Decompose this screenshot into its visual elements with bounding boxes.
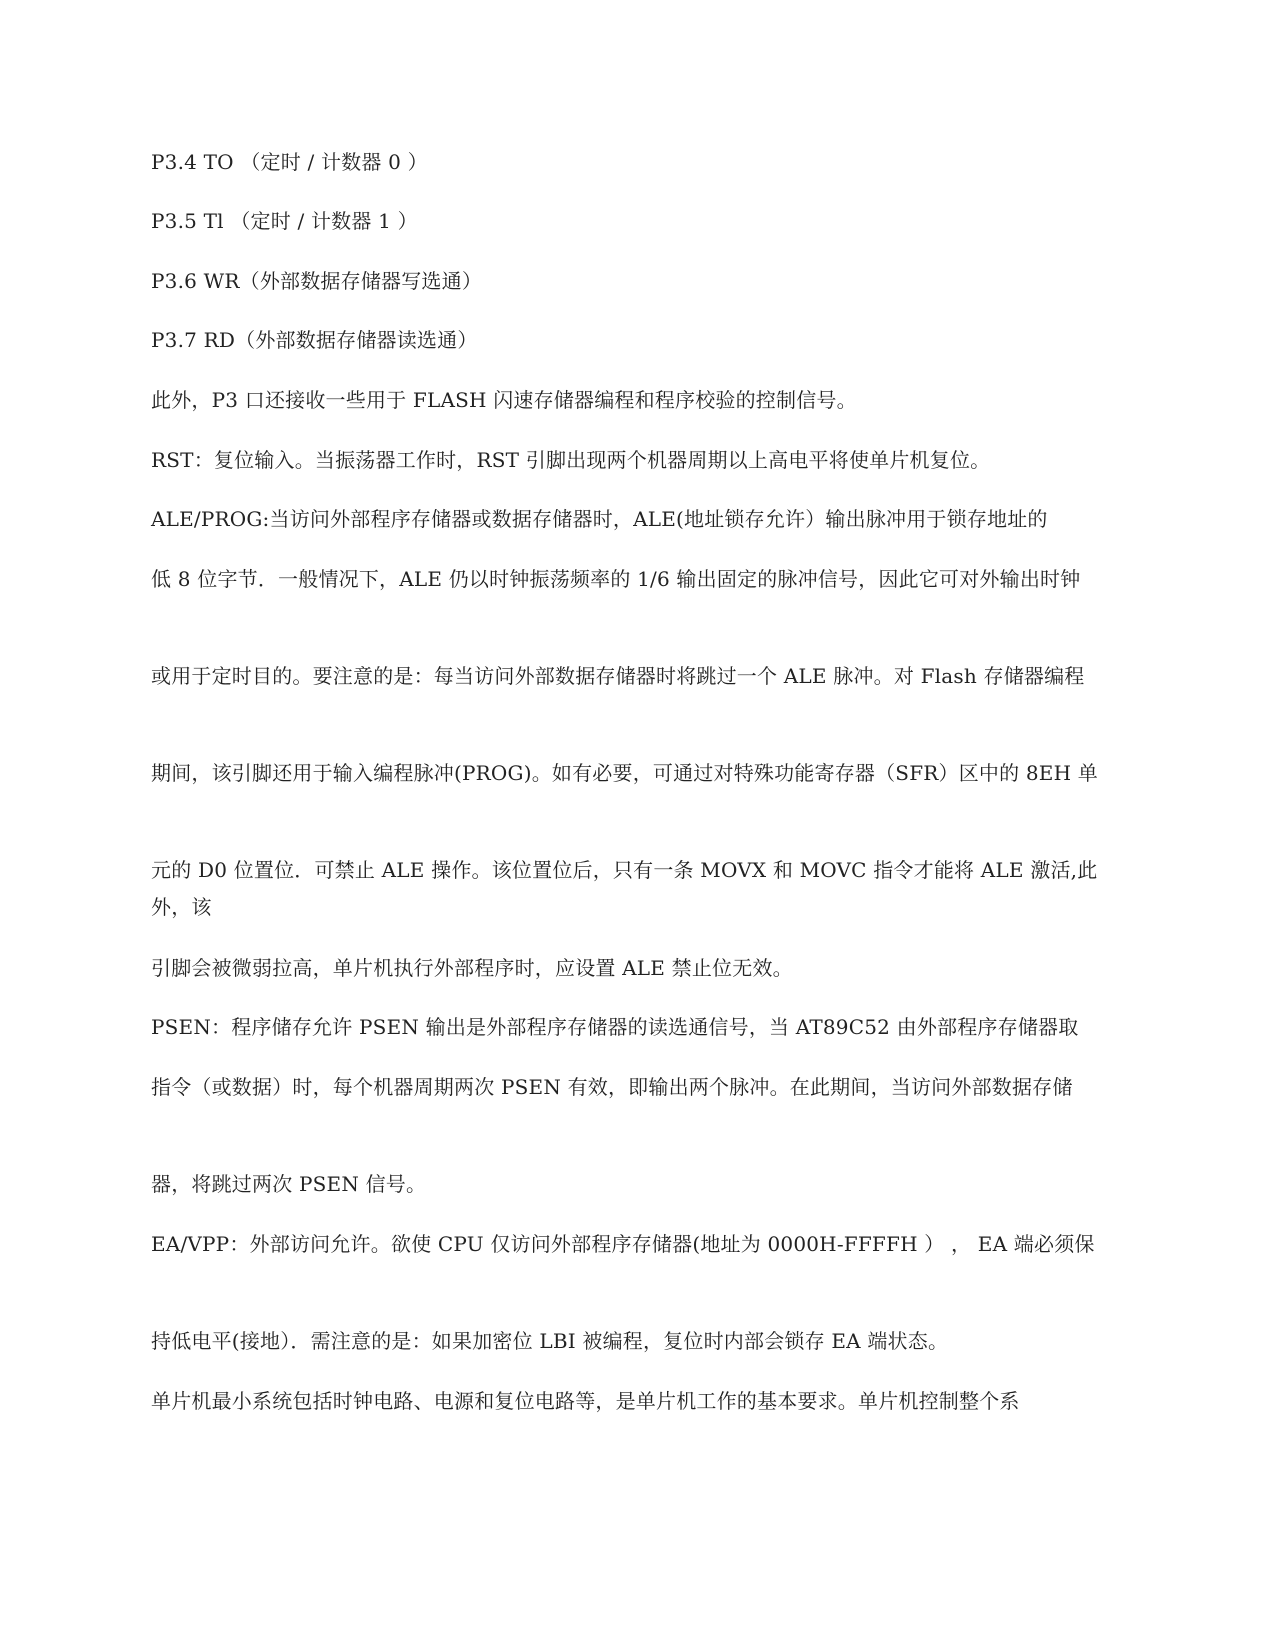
paragraph-psen-3: 器，将跳过两次 PSEN 信号。	[151, 1172, 427, 1196]
paragraph-ale-4: 期间，该引脚还用于输入编程脉冲(PROG)。如有必要，可通过对特殊功能寄存器（SFR）区中的 8EH 单	[151, 761, 1099, 785]
paragraph-p35: P3.5 Tl （定时 / 计数器 1 ）	[151, 209, 418, 233]
paragraph-ea-1: EA/VPP：外部访问允许。欲使 CPU 仅访问外部程序存储器(地址为 0000H-FFFFH ） ， EA 端必须保	[151, 1232, 1095, 1256]
paragraph-p3-extra: 此外，P3 口还接收一些用于 FLASH 闪速存储器编程和程序校验的控制信号。	[151, 388, 857, 412]
paragraph-ale-1: ALE/PROG:当访问外部程序存储器或数据存储器时，ALE(地址锁存允许）输出脉冲用于锁存地址的	[151, 507, 1048, 531]
paragraph-psen-2: 指令（或数据）时，每个机器周期两次 PSEN 有效，即输出两个脉冲。在此期间，当访问外部数据存储	[151, 1075, 1073, 1099]
paragraph-minimal-system: 单片机最小系统包括时钟电路、电源和复位电路等，是单片机工作的基本要求。单片机控制整个系	[151, 1389, 1020, 1413]
paragraph-psen-1: PSEN：程序储存允许 PSEN 输出是外部程序存储器的读选通信号，当 AT89C52 由外部程序存储器取	[151, 1015, 1079, 1039]
paragraph-p37: P3.7 RD（外部数据存储器读选通）	[151, 328, 478, 352]
paragraph-p34: P3.4 TO （定时 / 计数器 0 ）	[151, 150, 428, 174]
paragraph-ea-2: 持低电平(接地）．需注意的是：如果加密位 LBI 被编程，复位时内部会锁存 EA 端状态。	[151, 1329, 949, 1353]
paragraph-ale-5: 元的 D0 位置位．可禁止 ALE 操作。该位置位后，只有一条 MOVX 和 MOVC 指令才能将 ALE 激活,此外，该	[151, 858, 1098, 919]
paragraph-ale-2: 低 8 位字节．一般情况下，ALE 仍以时钟振荡频率的 1/6 输出固定的脉冲信号，因此它可对外输出时钟	[151, 567, 1081, 591]
paragraph-ale-3: 或用于定时目的。要注意的是：每当访问外部数据存储器时将跳过一个 ALE 脉冲。对 Flash 存储器编程	[151, 664, 1085, 688]
paragraph-ale-6: 引脚会被微弱拉高，单片机执行外部程序时，应设置 ALE 禁止位无效。	[151, 956, 793, 980]
paragraph-p36: P3.6 WR（外部数据存储器写选通）	[151, 269, 483, 293]
paragraph-rst: RST：复位输入。当振荡器工作时，RST 引脚出现两个机器周期以上高电平将使单片机复位。	[151, 448, 991, 472]
